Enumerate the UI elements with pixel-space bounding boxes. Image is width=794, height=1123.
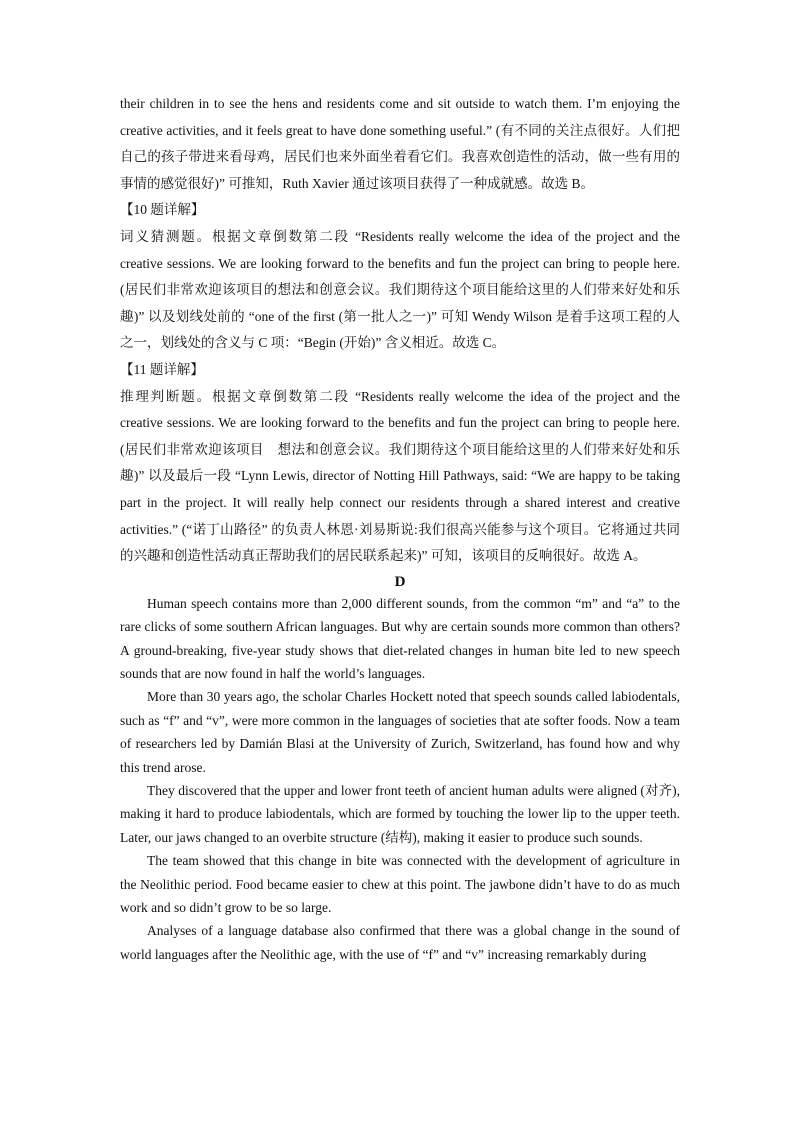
analysis-intro-paragraph: their children in to see the hens and residents come and sit outside to watch them. I’m enjoying the creative activities, and it feels great to have done something useful.” (有不同的关注点很好。人们把自己的孩子带进来看母鸡，居民们也来外面坐着看它们。我喜欢创造性的活动，做一些有用的事情的感觉很好)” 可推知，Ruth Xavier 通过该项目获得了一种成就感。故选 B。 — [120, 96, 680, 191]
answer-analysis — [120, 91, 680, 570]
document-page — [120, 91, 680, 966]
passage-paragraph: More than 30 years ago, the scholar Charles Hockett noted that speech sounds called labiodentals, such as “f” and “v”, were more common in the languages of societies that ate softer foods. Now a team of researchers led by Damián Blasi at the University of Zurich, Switzerland, has found how and why this trend arose. — [120, 689, 680, 775]
q10-heading: 【10 题详解】 — [120, 202, 205, 218]
q10-explanation: 词义猜测题。根据文章倒数第二段 “Residents really welcome the idea of the project and the creative sessions. We are looking forward to the benefits and fun the project can bring to people here. (居民们非常欢迎该项目的想法和创意会议。我们期待这个项目能给这里的人们带来好处和乐趣)” 以及划线处前的 “one of the first (第一批人之一)” 可知 Wendy Wilson 是着手这项工程的人之一，划线处的含义与 C 项：“Begin (开始)” 含义相近。故选 C。 — [120, 228, 680, 351]
passage-paragraph: The team showed that this change in bite was connected with the development of agriculture in the Neolithic period. Food became easier to chew at this point. The jawbone didn’t have to do as much work and so didn’t grow to be so large. — [120, 853, 680, 915]
q11-heading: 【11 题详解】 — [120, 361, 204, 377]
section-title: D — [394, 573, 406, 590]
passage-paragraph: Human speech contains more than 2,000 different sounds, from the common “m” and “a” to the rare clicks of some southern African languages. But why are certain sounds more common than others? A ground-breaking, five-year study shows that diet-related changes in human bite led to new speech sounds that are now found in half the world’s languages. — [120, 595, 680, 681]
passage-paragraph: They discovered that the upper and lower front teeth of ancient human adults were aligned (对齐), making it hard to produce labiodentals, which are formed by touching the lower lip to the upper teeth. Later, our jaws changed to an overbite structure (结构), making it easier to produce such sounds. — [120, 782, 680, 845]
reading-passage — [120, 592, 680, 967]
q11-explanation: 推理判断题。根据文章倒数第二段 “Residents really welcome the idea of the project and the creative sessions. We are looking forward to the benefits and fun the project can bring to people here. (居民们非常欢迎该项目 想法和创意会议。我们期待这个项目能给这里的人们带来好处和乐趣)” 以及最后一段 “Lynn Lewis, director of Notting Hill Pathways, said: “We are happy to be taking part in the project. It will really help connect our residents through a shared interest and creative activities.” (“诺丁山路径” 的负责人林恩·刘易斯说:我们很高兴能参与这个项目。它将通过共同的兴趣和创造性活动真正帮助我们的居民联系起来)” 可知，该项目的反响很好。故选 A。 — [120, 388, 680, 564]
passage-paragraph: Analyses of a language database also confirmed that there was a global change in the sound of world languages after the Neolithic age, with the use of “f” and “v” increasing remarkably during — [120, 923, 680, 962]
